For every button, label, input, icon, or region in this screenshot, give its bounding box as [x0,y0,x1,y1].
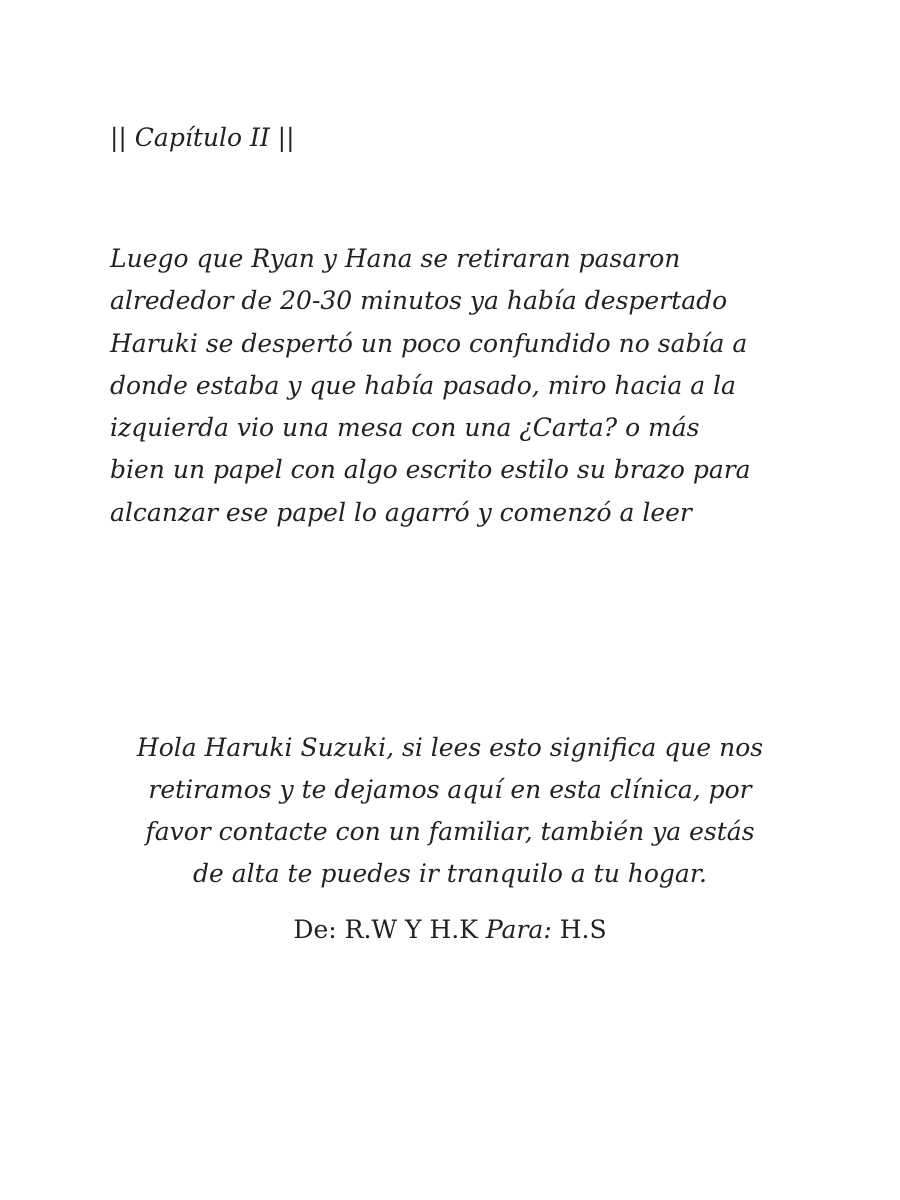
narrative-line: Luego que Ryan y Hana se retiraran pasaron [110,244,681,273]
letter-line: favor contacte con un familiar, también ya estás [145,817,755,846]
narrative-line: izquierda vio una mesa con una ¿Carta? o más [110,413,700,443]
letter-text [100,727,800,895]
narrative-line: bien un papel con algo escrito estilo su brazo para [110,455,751,485]
signature-from-value: R.W Y H.K [336,915,486,944]
letter-line: retiramos y te dejamos aquí en esta clínica, por [148,775,752,804]
signature-to-value: H.S [551,915,607,944]
narrative-paragraph [110,238,800,534]
signature-from-label: De: [293,915,337,944]
narrative-line: Haruki se despertó un poco confundido no sabía a [110,328,748,358]
narrative-line: donde estaba y que había pasado, miro hacia a la [110,370,736,400]
signature-to-label: Para: [485,915,552,944]
chapter-title: || Capítulo II || [110,123,295,152]
letter-line: Hola Haruki Suzuki, si lees esto significa que nos [136,733,764,762]
narrative-line: alcanzar ese papel lo agarró y comenzó a leer [110,497,692,527]
narrative-line: alrededor de 20-30 minutos ya había despertado [110,286,728,316]
letter-signature [100,910,800,950]
letter-line: de alta te puedes ir tranquilo a tu hogar. [193,859,707,888]
